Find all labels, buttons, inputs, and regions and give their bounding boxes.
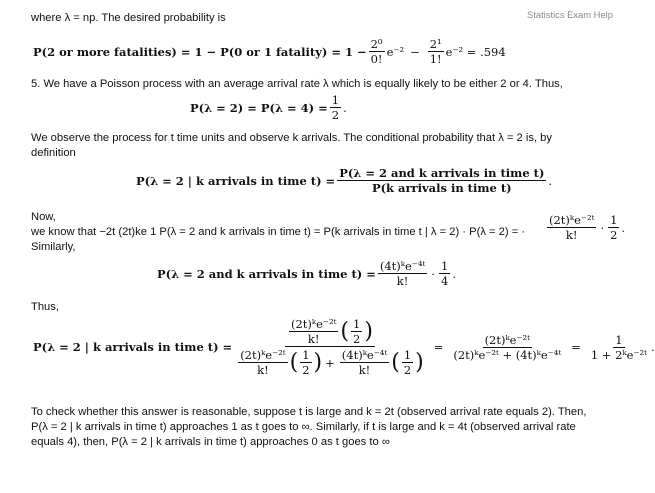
- equation-joint-lambda2: [545, 214, 625, 241]
- eq6-plus: +: [325, 355, 335, 370]
- eq1-minus: −: [410, 44, 420, 59]
- eq6-bot-b-den: k!: [358, 363, 371, 377]
- eq6-paren-close: ): [364, 318, 373, 344]
- eq6-bot-a-den: k!: [257, 363, 269, 377]
- eq4-half-num: 1: [610, 213, 618, 227]
- eq6-bot-b-paren-open: (: [391, 349, 400, 375]
- eq6-bot-a-num: (2t)ᵏe⁻²ᵗ: [240, 348, 286, 362]
- eq4-fraction: [547, 214, 596, 241]
- eq6-result-fraction: [589, 334, 649, 361]
- eq6-top-fraction: [289, 318, 338, 345]
- eq6-bot-b-fraction: [340, 349, 389, 376]
- eq6-top-num: (2t)ᵏe⁻²ᵗ: [290, 317, 337, 331]
- eq2-den: 2: [331, 108, 340, 122]
- eq1-term2-fraction: [428, 38, 444, 65]
- paragraph-we-know: we know that −2t (2t)ke 1 P(λ = 2 and k arrivals in time t) = P(k arrivals in time t | λ = 2) · P(λ = 2) = ·: [31, 226, 526, 238]
- eq6-bot-a-half-den: 2: [302, 363, 310, 377]
- eq5-quarter-den: 4: [440, 274, 449, 288]
- eq6-top-half-den: 2: [353, 332, 361, 346]
- eq2-end: .: [343, 100, 347, 115]
- equation-posterior: [33, 318, 655, 376]
- eq5-end: .: [452, 266, 456, 281]
- eq1-term1-num: 2⁰: [370, 37, 383, 51]
- eq3-lhs: P(λ = 2 | k arrivals in time t) =: [136, 173, 336, 188]
- eq1-term2-exp: e⁻² = .594: [445, 44, 506, 59]
- eq3-num: P(λ = 2 and k arrivals in time t): [339, 166, 545, 180]
- eq6-big-num: [285, 318, 375, 347]
- paragraph-intro: where λ = np. The desired probability is: [31, 12, 226, 24]
- eq3-end: .: [548, 173, 553, 188]
- eq1-term1-fraction: [369, 38, 385, 65]
- header-title: Statistics Exam Help: [527, 9, 613, 20]
- eq6-middle-fraction: [451, 334, 563, 361]
- equation-joint-lambda4: [157, 260, 456, 287]
- eq5-quarter-fraction: [439, 260, 450, 287]
- eq6-top-half: [351, 318, 362, 345]
- paragraph-check-line3: equals 4), then, P(λ = 2 | k arrivals in time t) approaches 0 as t goes to ∞: [31, 436, 390, 448]
- equation-conditional-definition: [136, 167, 552, 194]
- eq6-lhs: P(λ = 2 | k arrivals in time t) =: [33, 340, 233, 354]
- paragraph-thus: Thus,: [31, 301, 59, 313]
- eq4-end: .: [621, 220, 626, 235]
- paragraph-check-line1: To check whether this answer is reasonable, suppose t is large and k = 2t (observed arrival rate equals 2). Then,: [31, 406, 587, 418]
- eq6-top-den: k!: [307, 332, 320, 346]
- eq4-dot: ·: [600, 220, 605, 235]
- eq6-result-den: 1 + 2ᵏe⁻²ᵗ: [590, 347, 647, 362]
- paragraph-check-line2: P(λ = 2 | k arrivals in time t) approaches 1 as t goes to ∞. Similarly, if t is large and k = 4t (observed arrival rate: [31, 421, 576, 433]
- eq6-result-num: 1: [615, 332, 623, 347]
- eq3-den: P(k arrivals in time t): [371, 181, 512, 195]
- eq6-middle-den: (2t)ᵏe⁻²ᵗ + (4t)ᵏe⁻⁴ᵗ: [453, 347, 562, 362]
- eq6-bot-b-half-den: 2: [403, 363, 412, 377]
- eq1-term1-den: 0!: [370, 52, 383, 66]
- eq6-bot-a-half: [300, 349, 311, 376]
- eq6-bot-a-fraction: [238, 349, 287, 376]
- eq6-bot-a-paren-close: ): [313, 349, 323, 375]
- eq6-bot-b-num: (4t)ᵏe⁻⁴ᵗ: [341, 348, 388, 362]
- eq2-num: 1: [331, 93, 340, 107]
- eq5-lhs: P(λ = 2 and k arrivals in time t) =: [157, 266, 376, 281]
- eq6-equals-2: =: [571, 340, 581, 354]
- paragraph-similarly: Similarly,: [31, 241, 76, 253]
- eq6-bot-a-half-num: 1: [302, 348, 310, 362]
- equation-fatalities: [33, 38, 506, 65]
- eq4-half-den: 2: [610, 228, 618, 242]
- eq6-big-den: [234, 347, 426, 376]
- eq6-bot-a-paren-open: (: [289, 349, 299, 375]
- eq6-big-fraction: [234, 318, 426, 376]
- eq4-half-fraction: [608, 214, 619, 241]
- eq6-bot-b-paren-close: ): [415, 349, 424, 375]
- eq4-den: k!: [565, 228, 578, 242]
- equation-prior: [190, 94, 347, 121]
- paragraph-poisson: 5. We have a Poisson process with an average arrival rate λ which is equally likely to be either 2 or 4. Thus,: [31, 78, 563, 90]
- paragraph-conditional-line2: definition: [31, 147, 76, 159]
- eq1-term2-den: 1!: [429, 52, 442, 66]
- eq4-num: (2t)ᵏe⁻²ᵗ: [549, 213, 595, 227]
- eq6-equals: =: [433, 340, 444, 354]
- eq6-bot-b-half-num: 1: [403, 348, 412, 362]
- eq2-lhs: P(λ = 2) = P(λ = 4) =: [190, 100, 328, 115]
- eq6-paren-open: (: [340, 318, 350, 344]
- eq5-quarter-num: 1: [440, 259, 449, 273]
- eq5-num: (4t)ᵏe⁻⁴ᵗ: [379, 259, 426, 273]
- paragraph-conditional-line1: We observe the process for t time units and observe k arrivals. The conditional probability that λ = 2 is, by: [31, 132, 552, 144]
- eq6-bot-b-half: [402, 349, 413, 376]
- eq6-middle-num: (2t)ᵏe⁻²ᵗ: [484, 332, 530, 347]
- eq3-fraction: [337, 167, 546, 194]
- eq5-den: k!: [396, 274, 409, 288]
- eq1-term2-num: 2¹: [429, 37, 442, 51]
- eq6-end: .: [650, 340, 655, 354]
- paragraph-now: Now,: [31, 211, 56, 223]
- eq1-term1-exp: e⁻²: [386, 44, 405, 59]
- eq5-dot: ·: [431, 266, 435, 281]
- eq2-fraction: [330, 94, 341, 121]
- eq5-fraction: [378, 260, 427, 287]
- eq1-lhs: P(2 or more fatalities) = 1 − P(0 or 1 fatality) = 1 −: [33, 44, 367, 59]
- eq6-top-half-num: 1: [353, 317, 361, 331]
